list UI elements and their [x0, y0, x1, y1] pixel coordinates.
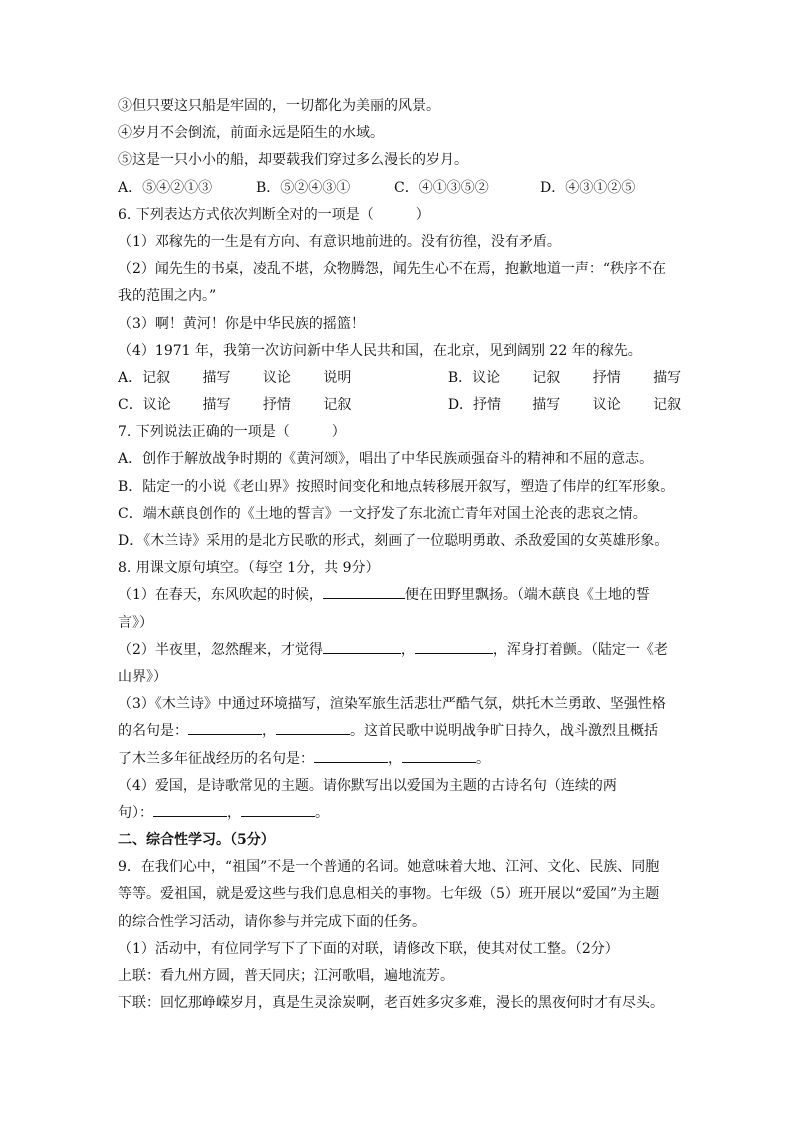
fill-blank[interactable] [314, 746, 388, 763]
q6-c-4: 记叙 [323, 397, 352, 414]
q9-line-3: 的综合性学习活动，请你参与并完成下面的任务。 [118, 913, 426, 930]
q6-b-2: 记叙 [532, 369, 561, 386]
q8-item-3-line-2 [118, 718, 678, 745]
fill-blank[interactable] [415, 637, 493, 654]
q8-item-1-line-2: 言》） [118, 614, 153, 631]
q7-option-a: A．创作于解放战争时期的《黄河颂》，唱出了中华民族顽强奋斗的精神和不屈的意志。 [118, 451, 654, 468]
q8-item-3-line-1: （3）《木兰诗》中通过环境描写，渲染军旅生活悲壮严酷气氛，烘托木兰勇敢、坚强性格 [118, 696, 666, 713]
q6-d-4: 记叙 [653, 397, 682, 414]
q9-line-2: 等等。爱祖国，就是爱这些与我们息息相关的事物。七年级（5）班开展以“爱国”为主题 [118, 886, 660, 903]
q6-sentence-4: （4）1971 年，我第一次访问新中华人民共和国，在北京，见到阔别 22 年的稼先。 [118, 342, 642, 359]
q5-option-c: C．④①③⑤② [394, 179, 489, 196]
q8-item-2-line-2: 山界》） [118, 668, 167, 685]
q8-item-1-line-1 [118, 582, 678, 609]
q6-options-row-1 [118, 365, 682, 392]
q6-sentence-2b: 我的范围之内。” [118, 288, 217, 305]
q6-a-1: A．记叙 [118, 369, 171, 386]
fill-blank[interactable] [323, 637, 401, 654]
q7-option-d: D．《木兰诗》采用的是北方民歌的形式，刻画了一位聪明勇敢、杀敌爱国的女英雄形象。 [118, 533, 669, 549]
q6-a-3: 议论 [262, 369, 291, 386]
q6-sentence-1: （1）邓稼先的一生是有方向、有意识地前进的。没有彷徨，没有矛盾。 [118, 233, 561, 250]
q6-d-2: 描写 [532, 397, 561, 414]
q6-b-1: B．议论 [447, 369, 501, 386]
q5-option-d: D．④③①②⑤ [540, 179, 636, 196]
fill-blank[interactable] [153, 800, 227, 817]
q8-text: 了木兰多年征战经历的名句是： [118, 750, 314, 767]
q6-stem: 6. 下列表达方式依次判断全对的一项是（ ） [118, 206, 430, 223]
q8-text: ， [400, 641, 415, 658]
q6-a-2: 描写 [202, 369, 231, 386]
q8-item-2-line-1 [118, 637, 678, 664]
sentence-3: ③但只要这只船是牢固的，一切都化为美丽的风景。 [118, 98, 440, 114]
q7-option-b: B．陆定一的小说《老山界》按照时间变化和地点转移展开叙写，塑造了伟岸的红军形象。 [118, 478, 675, 495]
q8-text: 。 [315, 804, 329, 821]
sentence-5: ⑤这是一只小小的船，却要载我们穿过多么漫长的岁月。 [118, 152, 468, 169]
q8-text: 。 [476, 750, 490, 767]
section-2-title: 二、综合性学习。（5分） [118, 832, 275, 849]
q6-d-3: 议论 [592, 397, 621, 414]
q9-item-1: （1）活动中，有位同学写下了下面的对联，请修改下联，使其对仗工整。（2分） [118, 940, 619, 957]
q8-text: ， [388, 750, 402, 767]
q8-text: （2）半夜里，忽然醒来，才觉得 [118, 641, 323, 658]
exam-page [118, 93, 682, 1017]
q8-text: 便在田野里飘扬。（端木蕻良《土地的誓 [404, 587, 650, 604]
q8-item-3-line-3 [118, 746, 678, 773]
q8-text: 句）： [118, 804, 153, 821]
q8-text: ， [227, 804, 241, 821]
q8-text: （1）在春天，东风吹起的时候， [118, 587, 323, 604]
q6-options-row-2 [118, 392, 682, 419]
q6-a-4: 说明 [323, 369, 352, 386]
q6-b-4: 描写 [653, 369, 682, 386]
q6-sentence-2a: （2）闻先生的书桌，凌乱不堪，众物腾怨，闻先生心不在焉，抱歉地道一声：“秩序不在 [118, 261, 667, 278]
q8-item-4-line-1: （4）爱国，是诗歌常见的主题。请你默写出以爱国为主题的古诗名句（连续的两 [118, 777, 617, 794]
fill-blank[interactable] [402, 746, 476, 763]
q8-text: ， [262, 723, 276, 740]
couplet-upper: 上联：看九州方圆，普天同庆；江河歌唱，遍地流芳。 [118, 968, 454, 984]
sentence-4: ④岁月不会倒流，前面永远是陌生的水域。 [118, 125, 384, 142]
q6-c-3: 抒情 [262, 397, 291, 414]
q8-text: 的名句是： [118, 723, 188, 740]
q7-option-c: C．端木蕻良创作的《土地的誓言》一文抒发了东北流亡青年对国土沦丧的悲哀之情。 [118, 505, 647, 522]
fill-blank[interactable] [323, 582, 405, 599]
q8-text: 。这首民歌中说明战争旷日持久，战斗激烈且概括 [350, 723, 658, 740]
q8-text: ，浑身打着颤。（陆定一《老 [492, 641, 668, 658]
q8-stem: 8. 用课文原句填空。（每空 1分，共 9分） [118, 560, 380, 577]
q6-b-3: 抒情 [592, 369, 621, 386]
fill-blank[interactable] [276, 718, 350, 735]
q6-c-1: C．议论 [118, 397, 171, 414]
couplet-lower: 下联：回忆那峥嵘岁月，真是生灵涂炭啊，老百姓多灾多难，漫长的黑夜何时才有尽头。 [118, 995, 664, 1012]
q5-options [118, 175, 678, 202]
q9-line-1: 9．在我们心中，“祖国”不是一个普通的名词。她意味着大地、江河、文化、民族、同胞 [118, 859, 660, 876]
q6-c-2: 描写 [202, 397, 231, 414]
fill-blank[interactable] [188, 718, 262, 735]
q8-item-4-line-2 [118, 800, 678, 827]
q6-d-1: D．抒情 [447, 397, 502, 414]
q5-option-b: B．⑤②④③① [256, 179, 351, 196]
q5-option-a: A．⑤④②①③ [118, 179, 213, 196]
fill-blank[interactable] [241, 800, 315, 817]
q7-stem: 7. 下列说法正确的一项是（ ） [118, 424, 346, 441]
q6-sentence-3: （3）啊！黄河！你是中华民族的摇篮！ [118, 315, 365, 332]
